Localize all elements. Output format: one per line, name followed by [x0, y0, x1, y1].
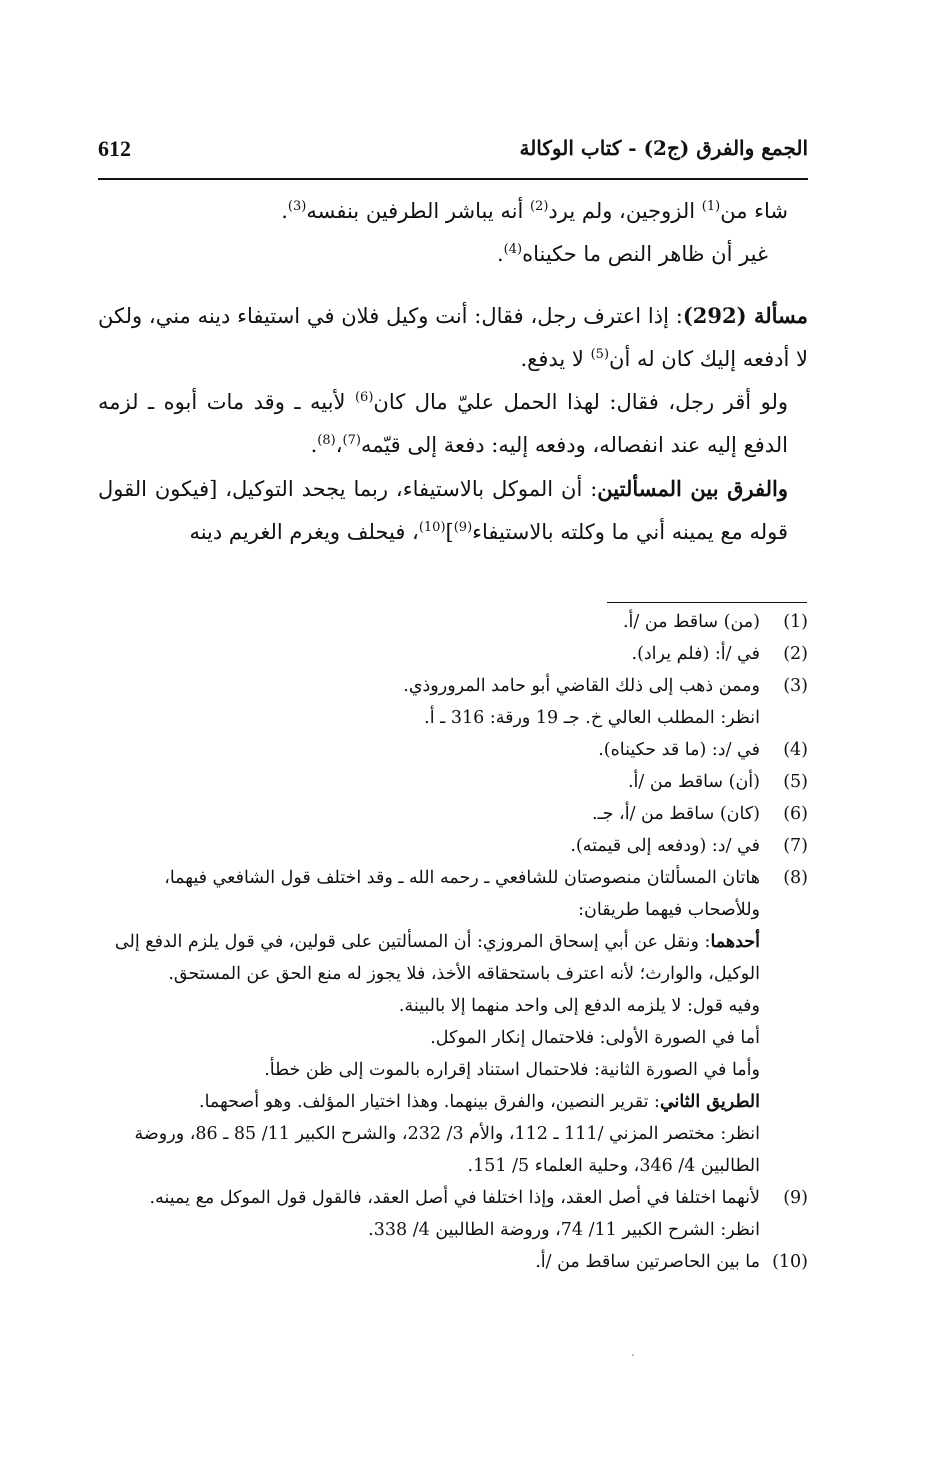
- footnote-line: [98, 734, 760, 766]
- footnote-item: [98, 670, 808, 734]
- footnote-text: ما بين الحاصرتين ساقط من /أ.: [535, 1252, 760, 1272]
- footnote-number: (10): [772, 1252, 808, 1272]
- text-run: لا يدفع.: [520, 347, 591, 371]
- running-title: الجمع والفرق (ج2) - كتاب الوكالة: [519, 136, 808, 160]
- paragraph-4: [98, 381, 808, 467]
- paragraph-3: [98, 294, 808, 381]
- footnote-line: [98, 766, 760, 798]
- footnote-ref[interactable]: (3): [287, 199, 307, 214]
- footnote-line: [98, 1246, 760, 1278]
- footnote-ref[interactable]: (5): [590, 347, 610, 362]
- footnote-body: [98, 638, 760, 670]
- text-run: : إذا اعترف رجل، فقال: أنت وكيل فلان في استيفاء دينه مني، ولكن لا أدفعه إليك كان له أن: [98, 304, 808, 371]
- text-run: شاء من: [720, 199, 788, 223]
- footnote-ref[interactable]: (6): [354, 390, 374, 405]
- footnote-line: [98, 1054, 760, 1086]
- paragraph-1: [98, 190, 808, 233]
- footnote-number: (1): [783, 612, 808, 632]
- footnote-text: لأنهما اختلفا في أصل العقد، وإذا اختلفا في أصل العقد، فالقول قول الموكل مع يمينه.: [149, 1188, 760, 1208]
- text-run: .: [281, 199, 288, 223]
- footnote-line: [98, 862, 760, 926]
- text-run: الزوجين، ولم يرد: [548, 199, 702, 223]
- footnote-text: (أن) ساقط من /أ.: [627, 772, 760, 792]
- footnote-number: (9): [783, 1188, 808, 1208]
- footnote-body: [98, 1246, 760, 1278]
- footnote-number: (5): [783, 772, 808, 792]
- footnote-body: [98, 1182, 760, 1246]
- footnote-body: [98, 798, 760, 830]
- footnote-ref[interactable]: (9): [453, 520, 473, 535]
- footnote-text: هاتان المسألتان منصوصتان للشافعي ـ رحمه الله ـ وقد اختلف قول الشافعي فيهما، وللأصحاب فيهما طريقان:: [164, 868, 760, 920]
- footnote-item: [98, 798, 808, 830]
- text-run: .: [496, 242, 504, 266]
- footnote-item: [98, 638, 808, 670]
- scan-speck: [632, 1354, 634, 1356]
- footnote-number: (4): [783, 740, 808, 760]
- text-run: ]: [445, 520, 454, 544]
- footnote-text: وأما في الصورة الثانية: فلاحتمال استناد إقراره بالموت إلى ظن خطأ.: [264, 1060, 760, 1080]
- footnote-ref[interactable]: (10): [418, 520, 446, 535]
- footnote-line: [98, 1182, 760, 1214]
- footnote-body: [98, 766, 760, 798]
- footnote-line: [98, 606, 760, 638]
- footnote-text: في /د: (ما قد حكيناه).: [598, 740, 760, 760]
- page-header: [98, 132, 808, 180]
- footnote-text: انظر: المطلب العالي خ. جـ 19 ورقة: 316 ـ أ.: [424, 708, 760, 728]
- footnote-body: [98, 830, 760, 862]
- footnote-ref[interactable]: (7): [342, 433, 361, 448]
- footnote-number: (8): [783, 868, 808, 888]
- page-number: 612: [98, 136, 131, 161]
- footnote-item: [98, 1246, 808, 1278]
- footnote-ref[interactable]: (1): [701, 199, 721, 214]
- footnote-text: : ونقل عن أبي إسحاق المروزي: أن المسألتين على قولين، في قول يلزم الدفع إلى الوكيل، والوارث؛ لأنه اعترف باستحقاقه الأخذ، فلا يجوز له منع الحق عن المستحق.: [114, 932, 760, 984]
- footnote-text: انظر: الشرح الكبير 11/ 74، وروضة الطالبين 4/ 338.: [368, 1220, 760, 1240]
- paragraph-2: [98, 233, 808, 276]
- main-text: [98, 190, 808, 554]
- footnote-ref[interactable]: (8): [317, 433, 336, 448]
- text-run: ،: [335, 433, 343, 457]
- footnote-number: (6): [783, 804, 808, 824]
- footnote-line: [98, 1022, 760, 1054]
- footnote-item: [98, 830, 808, 862]
- footnote-body: [98, 670, 760, 734]
- difference-heading: والفرق بين المسألتين: [597, 476, 789, 501]
- footnote-text: في /أ: (فلم يراد).: [631, 644, 760, 664]
- footnote-line: [98, 702, 760, 734]
- text-run: ولو أقر رجل، فقال: لهذا الحمل عليّ مال كان: [373, 390, 788, 414]
- text-run: : أن الموكل بالاستيفاء، ربما يجحد التوكيل، [فيكون القول قوله مع يمينه أني ما وكلته بالاستيفاء: [98, 477, 788, 544]
- text-run: أنه يباشر الطرفين بنفسه: [306, 199, 530, 223]
- text-run: غير أن ظاهر النص ما حكيناه: [522, 242, 768, 266]
- footnote-ref[interactable]: (4): [503, 242, 523, 257]
- footnote-number: (2): [783, 644, 808, 664]
- footnote-line: [98, 1118, 760, 1182]
- text-run: لأبيه ـ وقد مات أبوه ـ لزمه الدفع إليه عند انفصاله، ودفعه إليه: دفعة إلى قيّمه: [98, 390, 788, 457]
- footnote-body: [98, 606, 760, 638]
- footnote-text: وممن ذهب إلى ذلك القاضي أبو حامد المروروذي.: [403, 676, 760, 696]
- footnote-separator: [607, 602, 807, 603]
- footnote-text: وفيه قول: لا يلزمه الدفع إلى واحد منهما إلا بالبينة.: [398, 996, 760, 1016]
- footnote-item: [98, 734, 808, 766]
- footnote-bold-term: أحدهما: [710, 932, 760, 952]
- footnote-item: [98, 1182, 808, 1246]
- footnote-text: انظر: مختصر المزني /111 ـ 112، والأم 3/ 232، والشرح الكبير 11/ 85 ـ 86، وروضة الطالبين 4/ 346، وحلية العلماء 5/ 151.: [134, 1124, 760, 1176]
- footnote-line: [98, 926, 760, 990]
- footnote-item: [98, 606, 808, 638]
- footnote-line: [98, 1214, 760, 1246]
- footnote-bold-term: الطريق الثاني: [659, 1092, 760, 1112]
- paragraph-5: [98, 467, 808, 554]
- footnote-body: [98, 734, 760, 766]
- footnote-item: [98, 766, 808, 798]
- footnotes: [98, 606, 808, 1278]
- issue-heading: مسألة (292): [682, 303, 808, 328]
- footnote-line: [98, 638, 760, 670]
- footnote-line: [98, 990, 760, 1022]
- footnote-item: [98, 862, 808, 1182]
- footnote-line: [98, 798, 760, 830]
- footnote-number: (7): [783, 836, 808, 856]
- footnote-text: (من) ساقط من /أ.: [622, 612, 760, 632]
- footnote-text: : تقرير النصين، والفرق بينهما. وهذا اختيار المؤلف. وهو أصحهما.: [199, 1092, 660, 1112]
- footnote-number: (3): [783, 676, 808, 696]
- footnote-text: أما في الصورة الأولى: فلاحتمال إنكار الموكل.: [430, 1028, 760, 1048]
- footnote-line: [98, 670, 760, 702]
- footnote-text: (كان) ساقط من /أ، جـ.: [591, 804, 760, 824]
- footnote-line: [98, 1086, 760, 1118]
- text-run: .: [310, 433, 318, 457]
- text-run: ، فيحلف ويغرم الغريم دينه: [189, 520, 419, 544]
- footnote-line: [98, 830, 760, 862]
- footnote-ref[interactable]: (2): [529, 199, 549, 214]
- footnote-text: في /د: (ودفعه إلى قيمته).: [570, 836, 760, 856]
- footnote-body: [98, 862, 760, 1182]
